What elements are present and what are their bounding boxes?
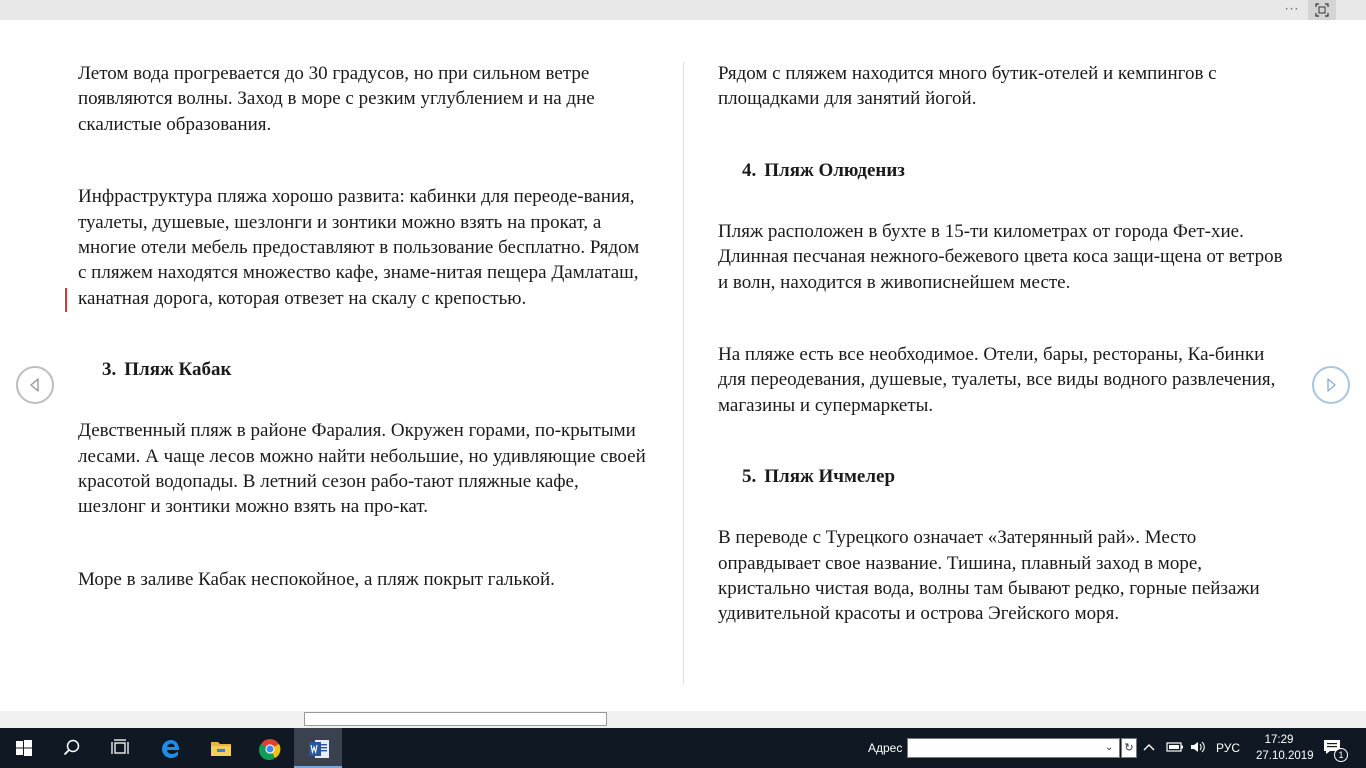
file-explorer-icon	[210, 738, 232, 758]
search-button[interactable]	[48, 728, 96, 768]
clock-time: 17:29	[1264, 734, 1294, 746]
chrome-button[interactable]	[245, 728, 293, 768]
more-options-button[interactable]: ···	[1284, 2, 1300, 16]
title-bar	[0, 0, 1366, 20]
task-view-icon	[110, 738, 130, 758]
search-icon	[62, 738, 82, 758]
edge-button[interactable]	[146, 728, 194, 768]
reading-view	[0, 20, 1366, 711]
paragraph: Летом вода прогревается до 30 градусов, но при сильном ветре появляются волны. Заход в море с резким углублением и на дне скалистые образования.	[78, 63, 595, 135]
action-center-button[interactable]	[1322, 738, 1346, 760]
chevron-down-icon[interactable]: ⌄	[1105, 742, 1114, 753]
arrow-right-icon	[1324, 377, 1338, 393]
heading-text: Пляж Ичмелер	[764, 466, 896, 488]
heading-icmeler	[742, 464, 1290, 489]
heading-text: Пляж Олюдениз	[764, 159, 905, 181]
chevron-up-icon[interactable]	[1143, 742, 1155, 752]
heading-number: 4.	[742, 159, 757, 181]
left-page-column	[78, 61, 650, 638]
paragraph: Море в заливе Кабак неспокойное, а пляж покрыт галькой.	[78, 568, 555, 590]
text-cursor	[65, 288, 67, 312]
battery-icon[interactable]	[1166, 740, 1184, 754]
heading-text: Пляж Кабак	[124, 359, 232, 381]
chrome-icon	[259, 738, 281, 760]
task-view-button[interactable]	[96, 728, 144, 768]
page-divider	[683, 62, 684, 684]
paragraph: Пляж расположен в бухте в 15-ти километрах от города Фет-хие. Длинная песчаная нежного-бежевого цвета коса защи-щена от ветров и волн, находится в живописнейшем месте.	[718, 220, 1283, 293]
fullscreen-icon	[1315, 3, 1329, 17]
taskbar	[0, 728, 1366, 768]
word-button[interactable]	[294, 728, 342, 768]
horizontal-scrollbar[interactable]	[0, 711, 1366, 728]
address-input[interactable]	[907, 738, 1120, 758]
paragraph: На пляже есть все необходимое. Отели, бары, рестораны, Ка-бинки для переодевания, душевые, туалеты, все виды водного развлечения, магазины и супермаркеты.	[718, 344, 1276, 416]
heading-number: 5.	[742, 466, 757, 488]
fullscreen-button[interactable]	[1308, 0, 1336, 20]
clock[interactable]	[1256, 732, 1314, 764]
word-icon	[308, 738, 330, 760]
volume-icon[interactable]	[1190, 740, 1206, 754]
notification-count-badge: 1	[1334, 748, 1348, 762]
paragraph: В переводе с Турецкого означает «Затерянный рай». Место оправдывает свое название. Тишина, плавный заход в море, кристально чистая вода, волны там бывают редко, горные пейзажи удивительной красоты и острова Эгейского моря.	[718, 527, 1260, 625]
file-explorer-button[interactable]	[196, 728, 244, 768]
address-label: Адрес	[868, 741, 903, 755]
heading-kabak	[102, 357, 650, 382]
horizontal-scrollbar-thumb[interactable]	[304, 712, 607, 726]
edge-icon	[160, 738, 182, 760]
heading-number: 3.	[102, 359, 117, 381]
paragraph: Инфраструктура пляжа хорошо развита: кабинки для переоде-вания, туалеты, душевые, шезлонги и зонтики можно взять на прокат, а многие отели мебель предоставляют в пользование бесплатно. Рядом с пляжем находятся множество кафе, знаме-нитая пещера Дамлаташ, канатная дорога, которая отвезет на скалу с крепостью.	[78, 186, 640, 309]
refresh-icon[interactable]: ↻	[1121, 738, 1137, 758]
right-page-column	[718, 61, 1290, 673]
paragraph: Девственный пляж в районе Фаралия. Окружен горами, по-крытыми лесами. А чаще лесов можно найти небольшие, но удивляющие своей красотой водопады. В летний сезон рабо-тают пляжные кафе, шезлонг и зонтики можно взять на про-кат.	[78, 420, 646, 518]
next-page-button[interactable]	[1312, 366, 1350, 404]
clock-date: 27.10.2019	[1256, 750, 1314, 762]
paragraph: Рядом с пляжем находится много бутик-отелей и кемпингов с площадками для занятий йогой.	[718, 63, 1217, 110]
language-indicator[interactable]: РУС	[1216, 741, 1241, 755]
previous-page-button[interactable]	[16, 366, 54, 404]
start-button[interactable]	[0, 728, 48, 768]
arrow-left-icon	[28, 377, 42, 393]
start-icon	[14, 738, 34, 758]
heading-oludeniz	[742, 158, 1290, 183]
